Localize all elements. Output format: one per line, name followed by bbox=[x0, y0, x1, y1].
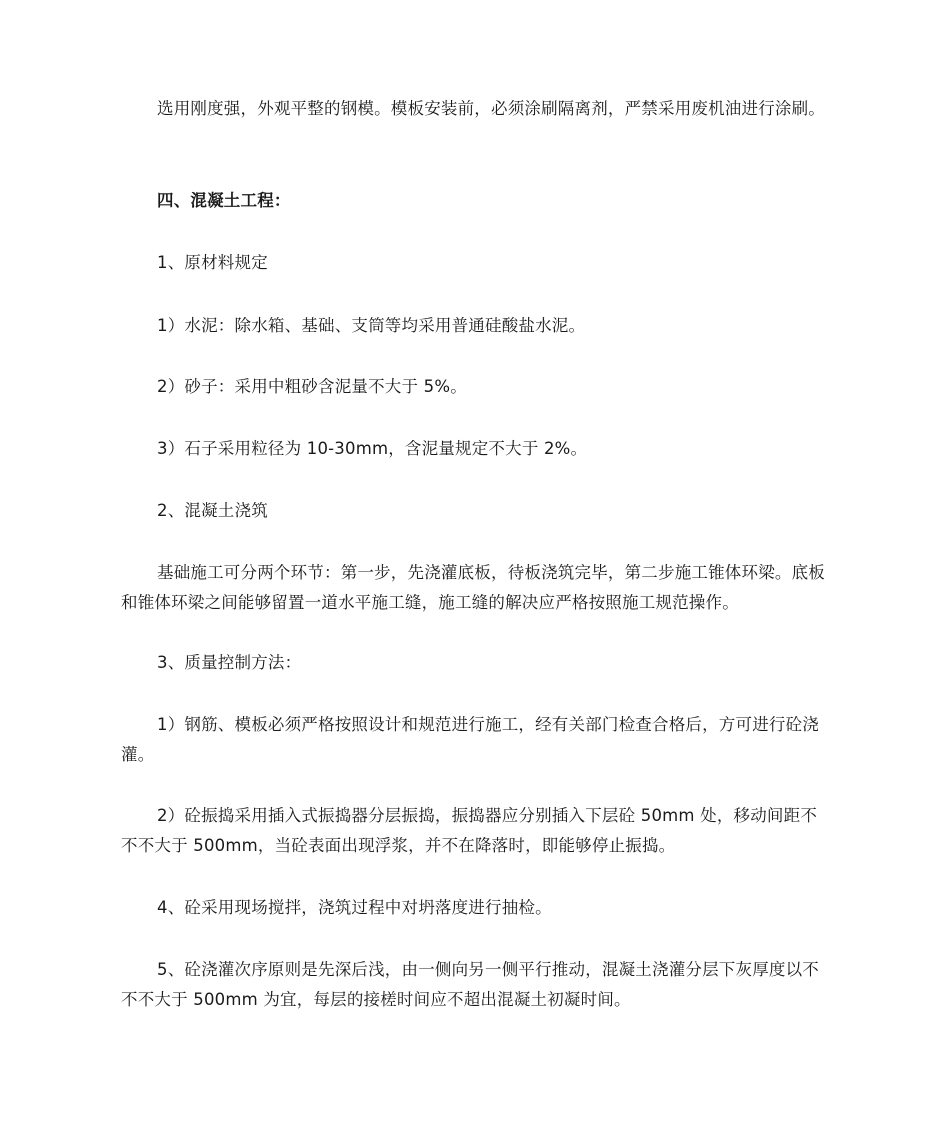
subheading-raw-materials: 1、原材料规定 bbox=[157, 253, 268, 272]
item-pouring-order: 5、砼浇灌次序原则是先深后浅，由一侧向另一侧平行推动，混凝土浇灌分层下灰厚度以不不不大于 500mm 为宜，每层的接槎时间应不超出混凝土初凝时间。 bbox=[121, 960, 819, 1009]
section-heading-concrete: 四、混凝土工程： bbox=[157, 191, 291, 210]
item-sand: 2）砂子：采用中粗砂含泥量不大于 5%。 bbox=[157, 377, 467, 396]
paragraph-formwork-note: 选用刚度强，外观平整的钢模。模板安装前，必须涂刷隔离剂，严禁采用废机油进行涂刷。 bbox=[157, 99, 825, 118]
item-gravel: 3）石子采用粒径为 10-30mm，含泥量规定不大于 2%。 bbox=[157, 439, 588, 458]
paragraph-pouring-steps: 基础施工可分两个环节：第一步，先浇灌底板，待板浇筑完毕，第二步施工锥体环梁。底板和锥体环梁之间能够留置一道水平施工缝，施工缝的解决应严格按照施工规范操作。 bbox=[121, 563, 825, 612]
subheading-quality-control: 3、质量控制方法： bbox=[157, 653, 302, 672]
item-vibration: 2）砼振捣采用插入式振捣器分层振捣，振捣器应分别插入下层砼 50mm 处，移动间距不不不大于 500mm，当砼表面出现浮浆，并不在降落时，即能够停止振捣。 bbox=[121, 806, 818, 855]
item-mixing: 4、砼采用现场搅拌，浇筑过程中对坍落度进行抽检。 bbox=[157, 898, 552, 917]
item-cement: 1）水泥：除水箱、基础、支筒等均采用普通硅酸盐水泥。 bbox=[157, 316, 586, 335]
subheading-pouring: 2、混凝土浇筑 bbox=[157, 501, 268, 520]
item-rebar-formwork: 1）钢筋、模板必须严格按照设计和规范进行施工，经有关部门检查合格后，方可进行砼浇灌。 bbox=[121, 715, 819, 764]
